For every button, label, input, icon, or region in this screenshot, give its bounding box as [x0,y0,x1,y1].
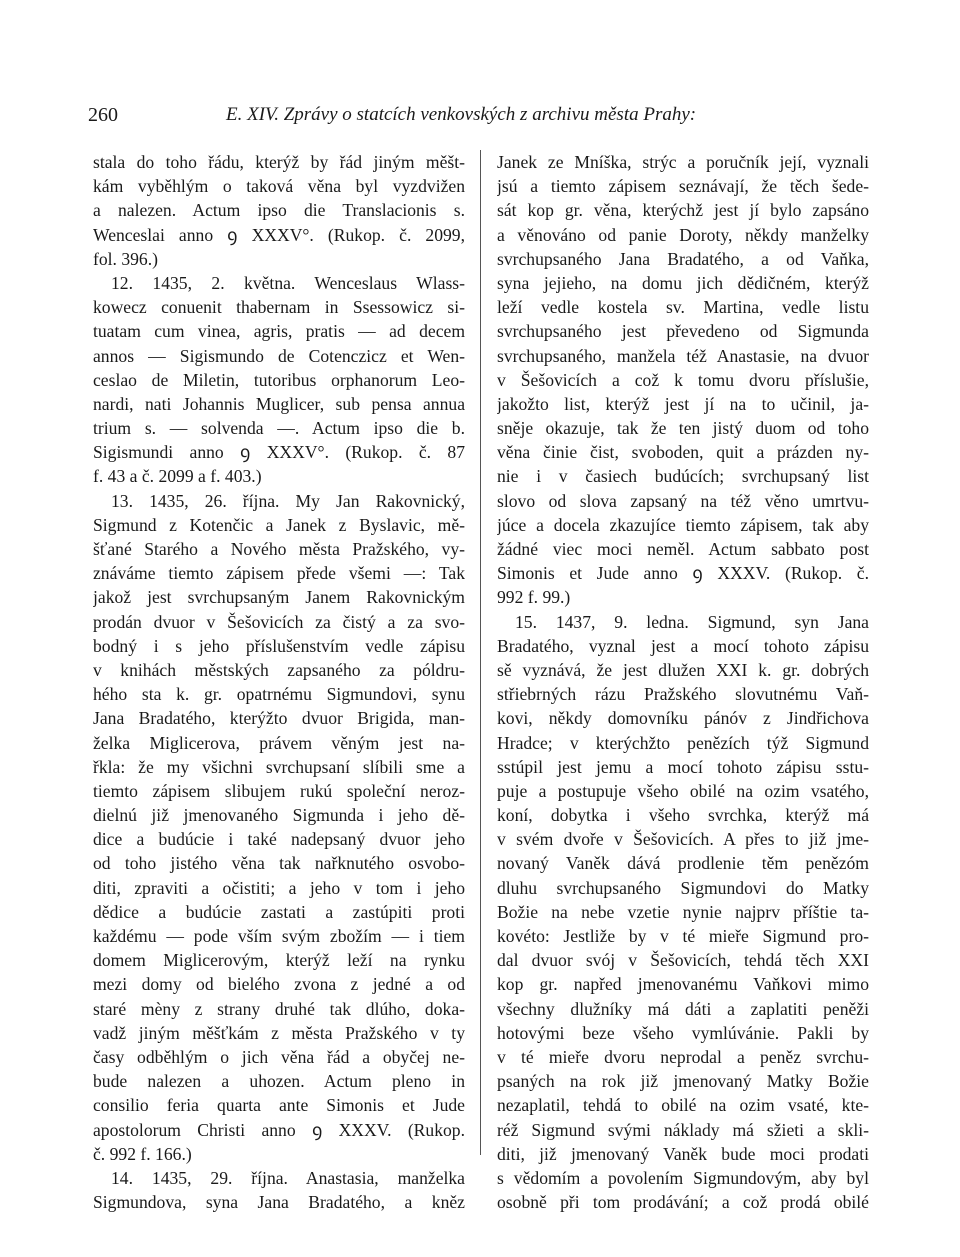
text-line: Sigmund z Kotenčic a Janek z Byslavic, mě- [93,514,465,535]
text-line: sě vyznává, že jest dlužen XXI k. gr. dobrých [497,659,869,680]
text-line: réž Sigmund svými náklady má sžieti a skli- [497,1119,869,1140]
left-text-column [93,150,465,1214]
text-line: všechny dlužníky má dáti a zaplatiti peněži [497,998,869,1019]
text-line: v té mieře dvoru neprodal a peněz svrchu- [497,1046,869,1067]
text-line: syna jejieho, na domu jich dědičném, kterýž [497,272,869,293]
text-line: Hradce; v kterýchžto penězích týž Sigmund [497,732,869,753]
text-line: věna činie čist, svoboden, quit a prázden ny- [497,442,869,463]
text-line: júce a docela zkazujíce tiemto zápisem, tak aby [497,514,869,535]
text-line: šťané Starého a Nového města Pražského, vy- [93,539,465,559]
text-line: 992 f. 99.) [497,587,571,608]
text-line: diti, již jmenovaný Vaněk bude moci prodati [497,1143,869,1164]
text-line: od toho jistého věna tak nařknutého osvobo- [93,853,465,874]
column-divider [480,150,481,1155]
text-line: prodán dvuor v Šešovicích za čistý a za svo- [93,611,465,632]
text-line: dal dvuor svój v Šešovicích, tehdá těch XXI [497,950,869,971]
text-line: časy odběhlým o jich věna řád a obyčej ne- [93,1046,465,1067]
right-text-column [497,150,869,1214]
text-line: bude nalezen a uhozen. Actum pleno in [93,1071,465,1092]
text-line: apostolorum Christi anno ꝯ XXXV. (Rukop. [93,1119,465,1140]
text-line: střiebrných rázu Pražského slovutnému Vaň- [497,684,869,705]
text-line: Jana Bradatého, kterýžto dvuor Brigida, man- [93,708,465,729]
text-line: Sigmundova, syna Jana Bradatého, a kněz [93,1192,465,1213]
text-line: sstúpil jest jemu a mocí tohoto zápisu sstu- [497,756,869,777]
page-header [88,104,878,134]
running-head: E. XIV. Zprávy o statcích venkovských z archivu města Prahy: [226,104,697,125]
text-line: Bradatého, vyznal jest a mocí tohoto zápisu [497,635,869,656]
text-line: staré mèny z strany druhé tak dlúho, doka- [93,998,465,1019]
text-line: č. 992 f. 166.) [93,1143,192,1164]
text-line: Janek ze Mníška, strýc a poručník její, vyznali [497,152,869,172]
text-line: 12. 1435, 2. května. Wenceslaus Wlass- [111,272,465,293]
text-line: novaný Vaněk dává prodlenie těm penězóm [497,853,869,874]
text-line: kovi, někdy domovníku pánóv z Jindřichova [497,708,869,729]
text-line: fol. 396.) [93,248,158,269]
text-line: svrchupsaného, manželа též Anastasie, na dvuor [497,345,869,366]
text-line: Simonis et Jude anno ꝯ XXXV. (Rukop. č. [497,563,869,584]
text-line: jakož jest svrchupsaným Janem Rakovnickým [93,587,465,608]
text-line: a nalezen. Actum ipso die Translacionis s. [93,200,465,221]
text-line: Sigismundi anno ꝯ XXXV°. (Rukop. č. 87 [93,442,465,463]
text-line: psaných na rok již jmenovaný Matky Božie [497,1071,869,1092]
text-line: svrchupsaného Jana Bradatého, a od Vaňka, [497,248,869,269]
text-line: slovo od slova zapsaný na též věno umrtvu- [497,490,869,511]
text-line: 13. 1435, 26. října. My Jan Rakovnický, [111,490,465,511]
text-line: leží vedle kostela sv. Martina, vedle listu [497,297,869,318]
text-line: vadž jiným měšťkám z města Pražského v ty [93,1022,465,1043]
text-line: consilio feria quarta ante Simonis et Jude [93,1095,465,1116]
text-line: bodný i s jeho příslušenstvím vedle zápisu [93,635,465,656]
text-line: hého sta k. gr. opatrnému Sigmundovi, synu [93,684,465,705]
text-line: žádné viec moci neměl. Actum sabbato post [497,539,869,559]
text-line: nie i v časiech budúcích; svrchupsaný list [497,466,869,487]
text-line: kowecz conuenit thabernam in Ssessowicz si- [93,297,465,318]
text-line: kovéto: Jestliže by v té mieře Sigmund pro- [497,926,869,946]
text-line: jsú a tiemto zápisem seznávají, že těch šede- [497,176,869,197]
text-line: v Šešovicích a což k tomu dvoru příslušie, [497,369,869,390]
text-line: stala do toho řádu, kterýž by řád jiným měšt- [93,152,465,172]
text-line: v svém dvoře v Šešovicích. A přes to již jme- [497,829,869,850]
text-line: tuatam cum vinea, agris, pratis — ad decem [93,321,465,342]
text-line: svrchupsaného jest převedeno od Sigmunda [497,321,869,342]
text-line: koní, dobytka i všeho svrchka, kterýž má [497,805,869,826]
text-line: mezi domy od bieléhо zvona z jedné a od [93,974,465,995]
text-line: diti, zpraviti a očistiti; a jeho v tom i jeho [93,877,465,898]
text-line: želka Miglicerova, právem věným jest na- [93,732,465,753]
text-line: nezaplatil, tehdá to obilé na ozim vsaté, kte- [497,1095,869,1116]
text-line: nardi, nati Johannis Muglicer, sub pensa annua [93,393,465,414]
text-line: a věnováno od panie Doroty, někdy manželky [497,224,869,245]
text-line: s vědomím a povolením Sigmundovým, aby byl [497,1167,869,1188]
text-line: puje a postupuje všeho obilé na ozim vsatého, [497,780,869,801]
text-line: tiemto zápisem slibujem rukú společní neroz- [93,780,465,801]
text-line: každému — pode vším svým zbožím — i tiem [93,926,465,946]
text-line: domem Miglicerovým, kterýž leží na rynku [93,950,465,971]
text-line: dice a budúcie i také nadepsaný dvuor jeho [93,829,465,850]
text-line: dluhu svrchupsaného Sigmundovi do Matky [497,877,869,898]
text-line: v knihách městských zapsaného za póldru- [93,659,465,680]
text-line: ceslao de Miletin, tutoribus orphanorum Leo- [93,369,465,390]
text-line: jakožto list, kterýž jest jí na to učinil, ja- [497,393,869,414]
text-line: dědice a budúcie zastati a zastúpiti proti [93,901,465,922]
text-line: 15. 1437, 9. ledna. Sigmund, syn Jana [515,611,869,632]
text-line: kop gr. napřed jmenovanému Vaňkovi mimo [497,974,869,995]
text-line: kám vyběhlým o taková věna byl vyzdvižen [93,176,465,197]
page-number: 260 [88,104,118,126]
text-line: Božie na nebe vzetie nynie najprv příštie ta- [497,901,869,922]
text-line: osobně při tom prodávání; a což prodá obilé [497,1192,869,1213]
text-line: trium s. — solvenda —. Actum ipso die b. [93,418,465,439]
text-line: sněje okazuje, tak že ten jistý duom od toho [497,418,869,439]
text-line: annos — Sigismundo de Cotenczicz et Wen- [93,345,465,366]
text-line: znáváme tiemto zápisem přede všemi —: Tak [93,563,465,584]
text-line: f. 43 a č. 2099 a f. 403.) [93,466,262,487]
text-line: hotovými beze všeho vymlúvánie. Pakli by [497,1022,869,1043]
text-line: 14. 1435, 29. října. Anastasia, manželka [111,1167,465,1188]
text-line: dielnú již jmenovaného Sigmunda i jeho dě- [93,805,465,826]
text-line: Wenceslai anno ꝯ XXXV°. (Rukop. č. 2099, [93,224,465,245]
text-line: řkla: že my všichni svrchupsaní slíbili sme a [93,756,465,777]
text-line: sát kop gr. věna, kterýchž jest jí bylo zapsáno [497,200,869,221]
